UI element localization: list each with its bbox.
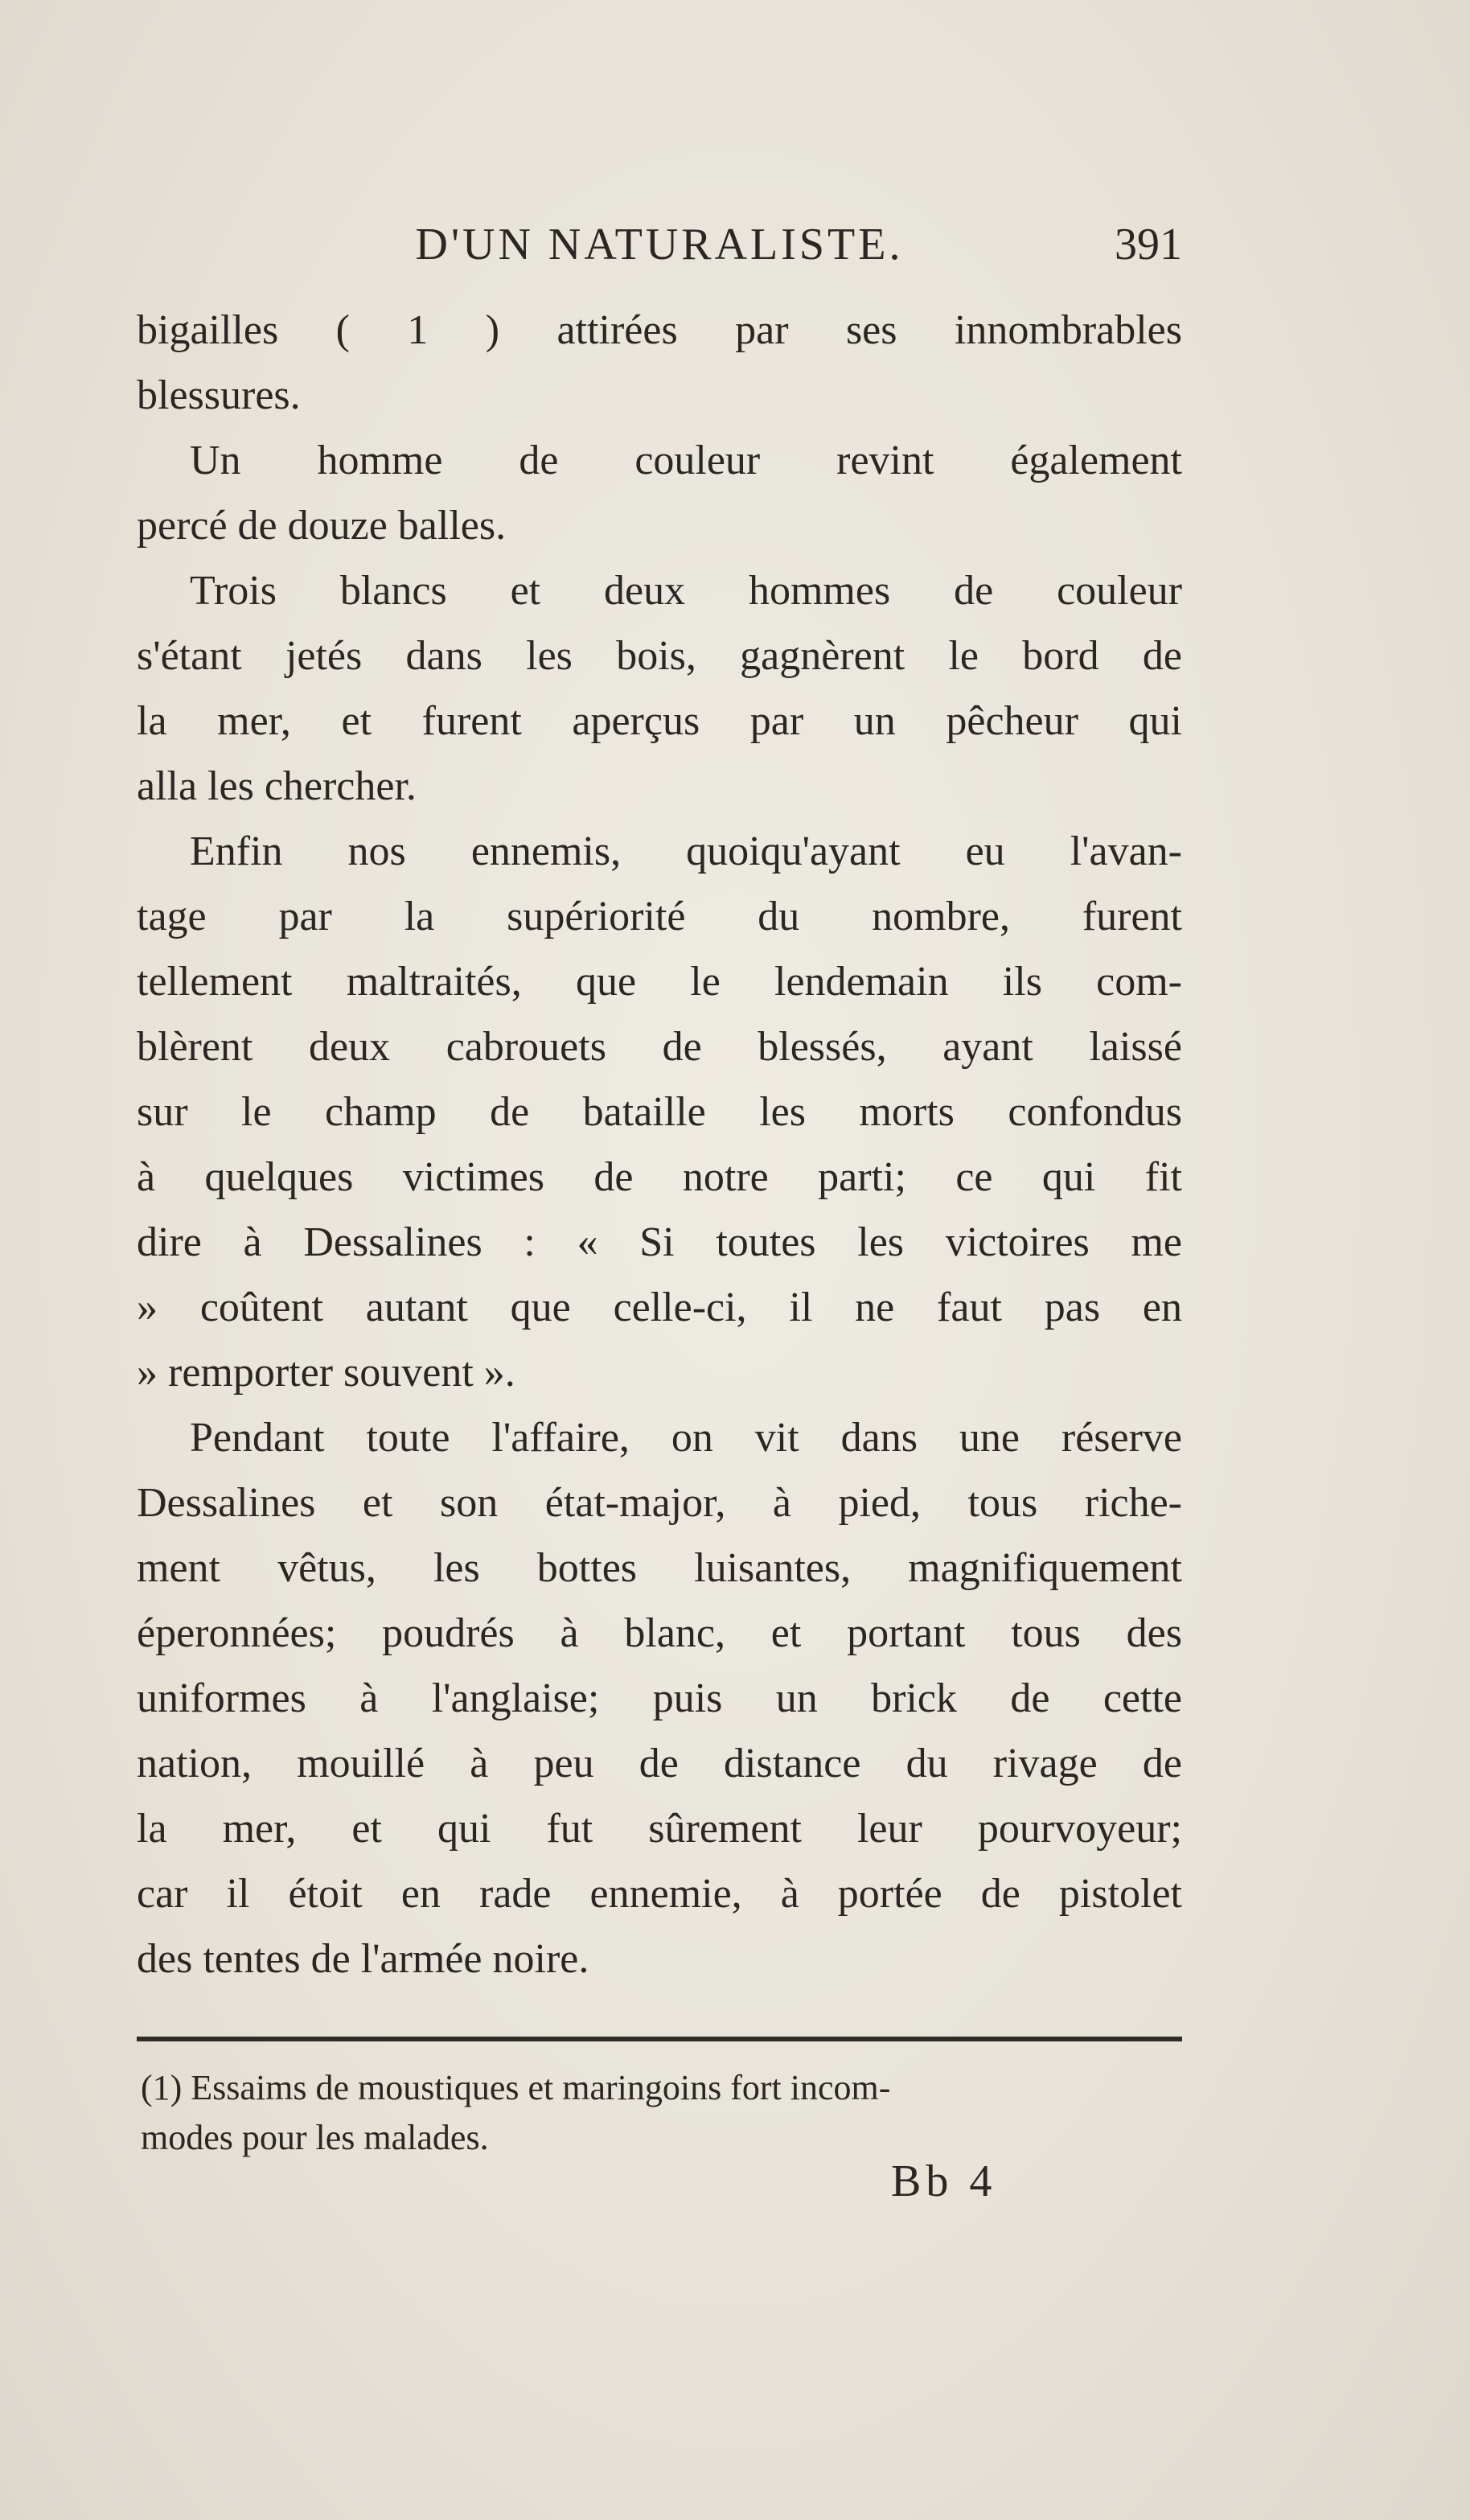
text-line: la mer, et furent aperçus par un pêcheur qui [137, 698, 1182, 744]
footnote-line: modes pour les malades. [141, 2118, 489, 2157]
text-line: Enfin nos ennemis, quoiqu'ayant eu l'avan- [190, 828, 1182, 874]
text-line: la mer, et qui fut sûrement leur pourvoyeur; [137, 1806, 1182, 1852]
footnote-rule [137, 2037, 1182, 2041]
footnote-line: (1) Essaims de moustiques et maringoins fort incom- [141, 2068, 891, 2107]
text-line: Pendant toute l'affaire, on vit dans une réserve [190, 1415, 1182, 1461]
footnote [141, 2063, 1186, 2163]
text-line: à quelques victimes de notre parti; ce qui fit [137, 1154, 1182, 1200]
text-line: des tentes de l'armée noire. [137, 1936, 589, 1982]
text-line: percé de douze balles. [137, 503, 507, 549]
text-line: car il étoit en rade ennemie, à portée de pistolet [137, 1871, 1182, 1917]
text-line: sur le champ de bataille les morts confondus [137, 1089, 1182, 1135]
text-line: blèrent deux cabrouets de blessés, ayant laissé [137, 1024, 1182, 1070]
text-line: bigailles ( 1 ) attirées par ses innombrables [137, 307, 1182, 353]
running-title: D'UN NATURALISTE. [415, 220, 904, 269]
text-line: Un homme de couleur revint également [190, 438, 1182, 483]
text-line: Trois blancs et deux hommes de couleur [190, 568, 1182, 614]
running-header [137, 219, 1182, 283]
text-line: Dessalines et son état-major, à pied, tous riche- [137, 1480, 1182, 1526]
text-line: alla les chercher. [137, 763, 417, 809]
text-line: éperonnées; poudrés à blanc, et portant tous des [137, 1610, 1182, 1656]
text-line: blessures. [137, 372, 301, 418]
text-line: uniformes à l'anglaise; puis un brick de cette [137, 1675, 1182, 1721]
text-line: tellement maltraités, que le lendemain ils com- [137, 959, 1182, 1005]
page-number: 391 [1115, 220, 1182, 269]
signature-mark: Bb 4 [891, 2156, 997, 2206]
text-line: s'étant jetés dans les bois, gagnèrent le bord de [137, 633, 1182, 679]
text-line: dire à Dessalines : « Si toutes les victoires me [137, 1219, 1182, 1265]
text-line: nation, mouillé à peu de distance du rivage de [137, 1741, 1182, 1786]
text-line: tage par la supériorité du nombre, furent [137, 894, 1182, 939]
text-line: ment vêtus, les bottes luisantes, magnifiquement [137, 1545, 1182, 1591]
text-line: » coûtent autant que celle-ci, il ne faut pas en [137, 1285, 1182, 1330]
text-line: » remporter souvent ». [137, 1350, 515, 1396]
body-text [137, 298, 1182, 1992]
